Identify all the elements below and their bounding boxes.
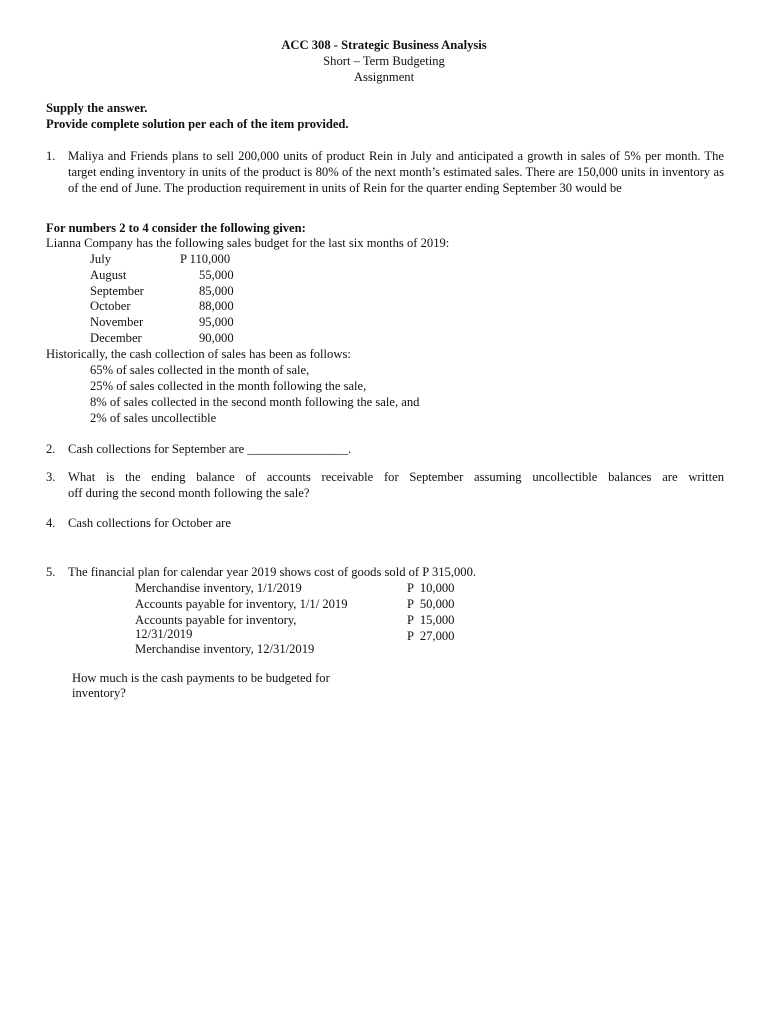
document-type: Assignment — [353, 70, 415, 84]
question-5-ask-line-1: How much is the cash payments to be budgeted for — [72, 671, 330, 685]
inventory-item: Merchandise inventory, 12/31/2019 — [135, 642, 315, 656]
question-2-number: 2. — [46, 442, 56, 456]
question-3-number: 3. — [46, 470, 56, 484]
sales-month: December — [90, 331, 142, 345]
inventory-amount: P 27,000 — [407, 629, 455, 643]
question-4-text: Cash collections for October are — [68, 516, 231, 530]
question-5-number: 5. — [46, 565, 56, 579]
inventory-item: Accounts payable for inventory, 1/1/ 2019 — [135, 597, 348, 611]
question-5-ask-line-2: inventory? — [72, 686, 126, 700]
sales-amount: 85,000 — [199, 284, 234, 298]
sales-month: August — [90, 268, 127, 282]
sales-amount: 90,000 — [199, 331, 234, 345]
collection-item: 2% of sales uncollectible — [90, 411, 217, 425]
sales-amount: P 110,000 — [180, 252, 231, 266]
sales-month: October — [90, 299, 131, 313]
collection-item: 65% of sales collected in the month of sale, — [90, 363, 310, 377]
collection-intro: Historically, the cash collection of sales has been as follows: — [46, 347, 351, 361]
collection-item: 8% of sales collected in the second month following the sale, and — [90, 395, 420, 409]
collection-item: 25% of sales collected in the month following the sale, — [90, 379, 367, 393]
inventory-item: Accounts payable for inventory, — [135, 613, 297, 627]
sales-month: September — [90, 284, 144, 298]
sales-month: November — [90, 315, 144, 329]
sales-amount: 55,000 — [199, 268, 234, 282]
question-2-text: Cash collections for September are ________________. — [68, 442, 352, 456]
given-intro: Lianna Company has the following sales budget for the last six months of 2019: — [46, 236, 450, 250]
sales-amount: 95,000 — [199, 315, 234, 329]
question-4-number: 4. — [46, 516, 56, 530]
question-1-number: 1. — [46, 149, 56, 163]
instruction-1: Supply the answer. — [46, 101, 148, 115]
course-title: ACC 308 - Strategic Business Analysis — [281, 38, 487, 52]
inventory-amount: P 15,000 — [407, 613, 455, 627]
inventory-item: Merchandise inventory, 1/1/2019 — [135, 581, 302, 595]
sales-amount: 88,000 — [199, 299, 234, 313]
instruction-2: Provide complete solution per each of the item provided. — [46, 117, 349, 131]
given-heading: For numbers 2 to 4 consider the following given: — [46, 221, 306, 235]
question-1-text: Maliya and Friends plans to sell 200,000 units of product Rein in July and anticipated a growth in sales of 5% per month. The target ending inventory in units of the product is 80% of the next month’s estimated sales. There are 150,000 units in inventory as of the end of June. The production requirement in units of Rein for the quarter ending September 30 would be — [68, 149, 724, 195]
question-3-line-2: off during the second month following the sale? — [68, 486, 310, 500]
inventory-item: 12/31/2019 — [135, 627, 193, 641]
question-3-line-1: What is the ending balance of accounts receivable for September assuming uncollectible balances are written — [68, 470, 724, 484]
inventory-amount: P 10,000 — [407, 581, 455, 595]
question-5-text: The financial plan for calendar year 2019 shows cost of goods sold of P 315,000. — [68, 565, 477, 579]
assignment-topic: Short – Term Budgeting — [323, 54, 445, 68]
inventory-amount: P 50,000 — [407, 597, 455, 611]
sales-month: July — [90, 252, 111, 266]
